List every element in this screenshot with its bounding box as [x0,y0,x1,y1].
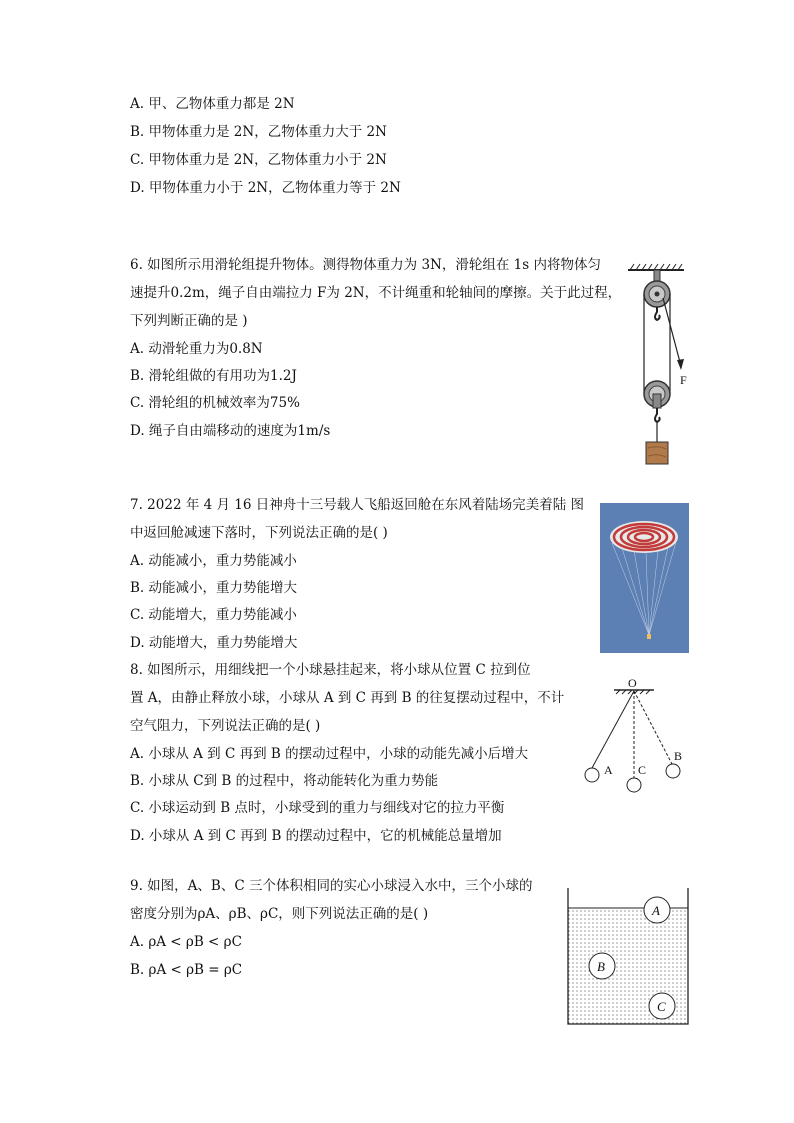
q8-stem-line-1: 8. 如图所示，用细线把一个小球悬挂起来，将小球从位置 C 拉到位 [130,662,531,678]
q5-option-a: A. 甲、乙物体重力都是 2N [130,96,295,112]
q5-option-c: C. 甲物体重力是 2N，乙物体重力小于 2N [130,152,387,168]
q8-option-b: B. 小球从 C到 B 的过程中，将动能转化为重力势能 [130,773,439,789]
ball-b-label: B [597,959,605,974]
q5-option-b: B. 甲物体重力是 2N，乙物体重力大于 2N [130,124,387,140]
q6-stem-line-1: 6. 如图所示用滑轮组提升物体。测得物体重力为 3N，滑轮组在 1s 内将物体匀 [130,257,601,273]
q7-option-d: D. 动能增大，重力势能增大 [130,635,298,651]
position-c-label: C [638,763,647,777]
force-label: F [680,373,687,387]
q6-option-a: A. 动滑轮重力为0.8N [130,341,263,357]
ball-a-label: A [652,903,660,918]
q9-option-a: A. ρA < ρB < ρC [130,934,242,950]
q6-option-d: D. 绳子自由端移动的速度为1m/s [130,423,331,439]
q6-stem-line-2: 速提升0.2m，绳子自由端拉力 F为 2N，不计绳重和轮轴间的摩擦。关于此过程， [130,285,622,301]
pulley-figure [620,262,700,472]
q7-option-c: C. 动能增大，重力势能减小 [130,607,297,623]
q6-option-c: C. 滑轮组的机械效率为75% [130,395,300,411]
position-a-label: A [604,763,613,777]
q9-stem-line-1: 9. 如图，A、B、C 三个体积相同的实心小球浸入水中，三个小球的 [130,878,533,894]
q6-stem-line-3: 下列判断正确的是 ) [130,313,248,329]
q7-stem-line-1: 7. 2022 年 4 月 16 日神舟十三号载人飞船返回舱在东风着陆场完美着陆 图 [130,497,585,513]
submerged-balls-figure [564,886,692,1028]
q8-option-a: A. 小球从 A 到 C 再到 B 的摆动过程中，小球的动能先减小后增大 [130,746,529,762]
q8-option-c: C. 小球运动到 B 点时，小球受到的重力与细线对它的拉力平衡 [130,800,505,816]
pivot-label: O [628,676,637,690]
q9-option-b: B. ρA < ρB = ρC [130,962,243,978]
q7-option-b: B. 动能减小，重力势能增大 [130,580,298,596]
q7-option-a: A. 动能减小，重力势能减小 [130,553,297,569]
q8-stem-line-2: 置 A，由静止释放小球，小球从 A 到 C 再到 B 的往复摆动过程中，不计 [130,690,565,706]
q8-stem-line-3: 空气阻力，下列说法正确的是( ) [130,718,321,734]
q8-option-d: D. 小球从 A 到 C 再到 B 的摆动过程中，它的机械能总量增加 [130,828,502,844]
q5-option-d: D. 甲物体重力小于 2N，乙物体重力等于 2N [130,180,401,196]
q9-stem-line-2: 密度分别为ρA、ρB、ρC，则下列说法正确的是( ) [130,906,429,922]
parachute-photo [600,503,689,653]
pendulum-figure [578,674,690,799]
position-b-label: B [674,749,683,763]
q7-stem-line-2: 中返回舱减速下落时，下列说法正确的是( ) [130,525,388,541]
ball-c-label: C [657,999,666,1014]
q6-option-b: B. 滑轮组做的有用功为1.2J [130,368,297,384]
